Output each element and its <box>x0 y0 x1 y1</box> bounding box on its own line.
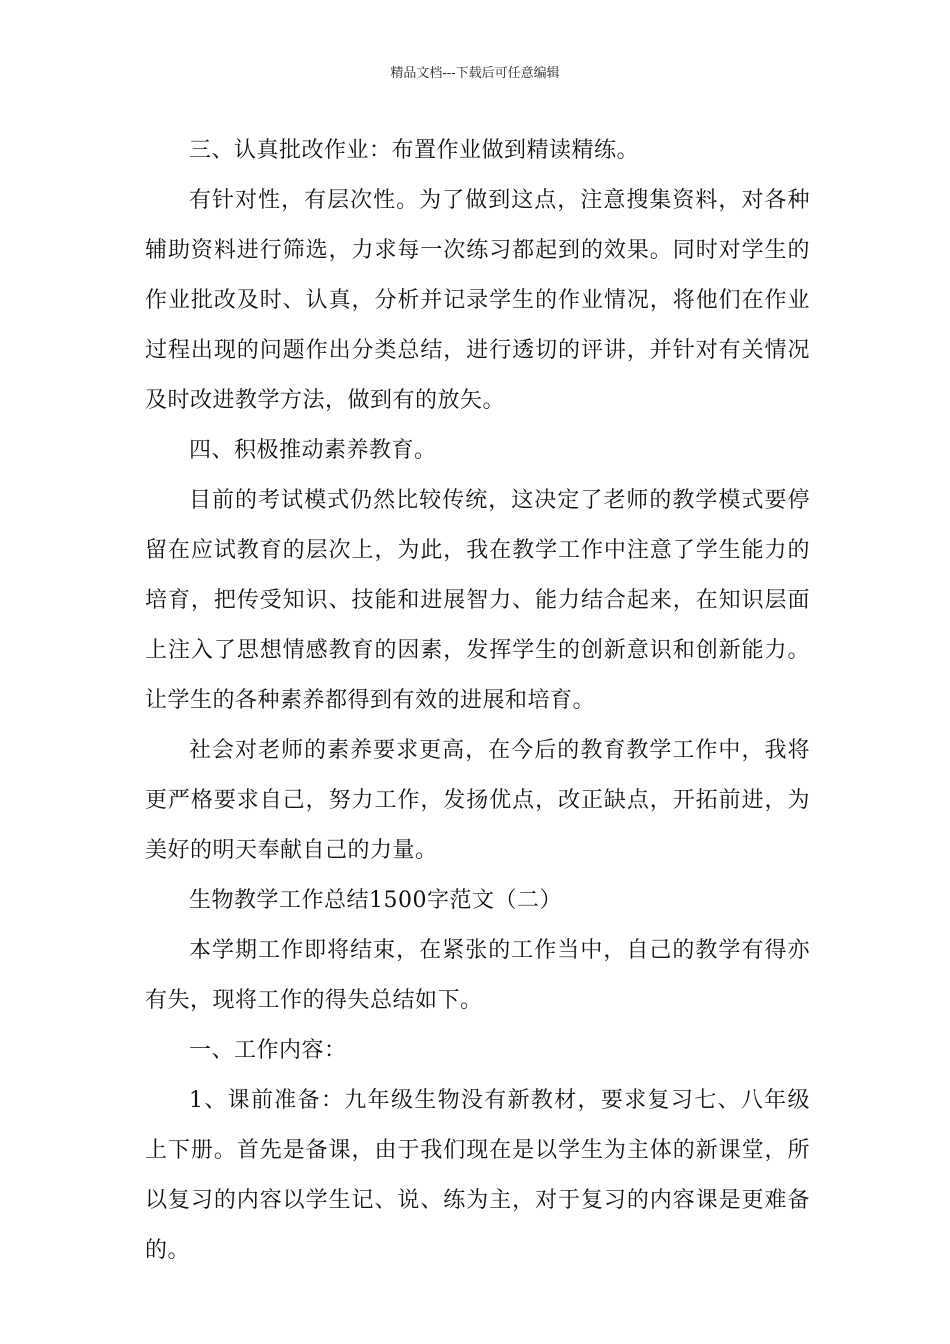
section-title: 生物教学工作总结1500字范文（二） <box>189 888 562 913</box>
page-header: 精品文档---下载后可任意编辑 <box>390 66 560 81</box>
paragraph: 一、工作内容： <box>189 1038 347 1063</box>
paragraph: 有针对性，有层次性。为了做到这点，注意搜集资料，对各种辅助资料进行筛选，力求每一次练习都起到的效果。同时对学生的作业批改及时、认真，分析并记录学生的作业情况，将他们在作业过程出现的问题作出分类总结，进行透切的评讲，并针对有关情况及时改进教学方法，做到有的放矢。 <box>145 188 810 413</box>
paragraph: 目前的考试模式仍然比较传统，这决定了老师的教学模式要停留在应试教育的层次上，为此，我在教学工作中注意了学生能力的培育，把传受知识、技能和进展智力、能力结合起来，在知识层面上注入了思想情感教育的因素，发挥学生的创新意识和创新能力。让学生的各种素养都得到有效的进展和培育。 <box>145 488 810 713</box>
paragraph: 三、认真批改作业：布置作业做到精读精练。 <box>189 138 640 163</box>
document-body <box>145 126 810 1276</box>
paragraph: 社会对老师的素养要求更高，在今后的教育教学工作中，我将更严格要求自己，努力工作，发扬优点，改正缺点，开拓前进，为美好的明天奉献自己的力量。 <box>145 738 810 863</box>
paragraph: 1、课前准备：九年级生物没有新教材，要求复习七、八年级上下册。首先是备课，由于我们现在是以学生为主体的新课堂，所以复习的内容以学生记、说、练为主，对于复习的内容课是更难备的。 <box>145 1088 810 1263</box>
paragraph: 四、积极推动素养教育。 <box>189 438 437 463</box>
paragraph: 本学期工作即将结束，在紧张的工作当中，自己的教学有得亦有失，现将工作的得失总结如下。 <box>145 938 810 1013</box>
